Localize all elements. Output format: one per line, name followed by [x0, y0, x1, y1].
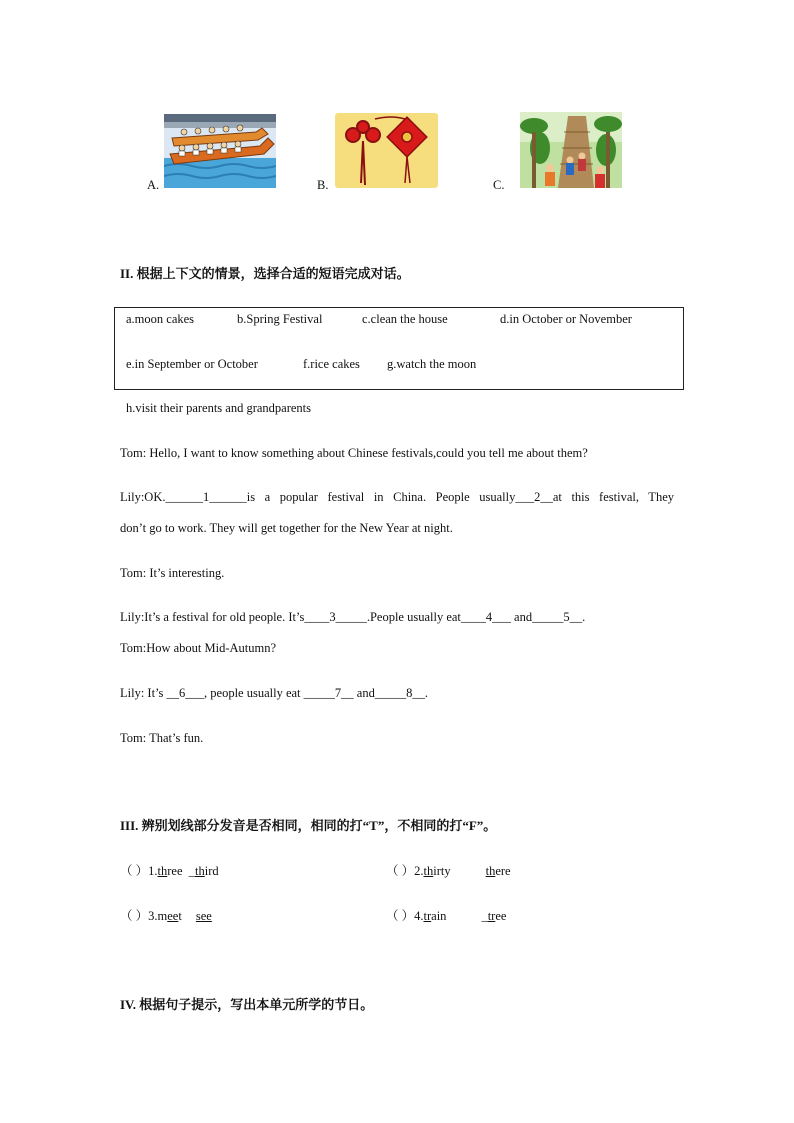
word-part: _	[188, 864, 196, 878]
option-g: g.watch the moon	[387, 357, 477, 371]
underlined-part: tr	[487, 909, 496, 923]
option-e: e.in September or October	[126, 357, 258, 371]
section-2-title: II. 根据上下文的情景，选择合适的短语完成对话。	[120, 266, 410, 281]
dialogue-lily-1-line-2: don’t go to work. They will get together for the New Year at night.	[120, 521, 453, 535]
underlined-part: tr	[423, 909, 432, 923]
answer-paren[interactable]: （ ）	[386, 864, 415, 878]
word-part: ee	[495, 909, 507, 923]
underlined-part: th	[485, 864, 496, 878]
answer-paren[interactable]: （ ）	[120, 864, 149, 878]
word-part: _	[481, 909, 488, 923]
item-number: 3.	[148, 909, 158, 923]
picture-c-label: C.	[493, 178, 505, 192]
word-part: s	[195, 909, 201, 923]
chinese-knots-image	[335, 113, 438, 188]
answer-paren[interactable]: （ ）	[386, 909, 415, 923]
option-a: a.moon cakes	[126, 312, 195, 326]
underlined-part: ee	[200, 909, 212, 923]
option-c: c.clean the house	[362, 312, 448, 326]
underlined-part: th	[157, 864, 168, 878]
item-number: 4.	[414, 909, 424, 923]
dialogue-tom-4: Tom: That’s fun.	[120, 731, 204, 745]
word-part: ere	[495, 864, 511, 878]
dialogue-lily-3: Lily: It’s __6___, people usually eat _____7__ and_____8__.	[120, 686, 428, 700]
item-number: 2.	[414, 864, 424, 878]
word-part: ain	[431, 909, 447, 923]
picture-a-label: A.	[147, 178, 160, 192]
word-part: ree	[167, 864, 183, 878]
dialogue-tom-3: Tom:How about Mid-Autumn?	[120, 641, 277, 655]
dialogue-tom-1: Tom: Hello, I want to know something about Chinese festivals,could you tell me about them?	[120, 446, 588, 460]
dragon-boat-image	[164, 114, 276, 188]
pronunciation-item-3	[120, 908, 212, 924]
dialogue-lily-1-line-1: Lily:OK.______1______is a popular festival in China. People usually___2__at this festival, They	[120, 490, 674, 504]
underlined-part: ee	[167, 909, 179, 923]
answer-paren[interactable]: （ ）	[120, 909, 149, 923]
underlined-part: th	[195, 864, 205, 878]
option-f: f.rice cakes	[303, 357, 360, 371]
pronunciation-item-1	[120, 863, 219, 879]
word-part: t	[178, 909, 182, 923]
item-number: 1.	[148, 864, 158, 878]
dialogue-lily-2: Lily:It’s a festival for old people. It’s____3_____.People usually eat____4___ and_____5__.	[120, 610, 586, 624]
dialogue-tom-2: Tom: It’s interesting.	[120, 566, 225, 580]
underlined-part: th	[423, 864, 434, 878]
section-3-title: III. 辨别划线部分发音是否相同，相同的打“T”，不相同的打“F”。	[120, 818, 497, 833]
option-h: h.visit their parents and grandparents	[126, 401, 312, 415]
section-4-title: IV. 根据句子提示，写出本单元所学的节日。	[120, 997, 374, 1012]
word-part: m	[157, 909, 168, 923]
pronunciation-item-2	[386, 863, 511, 879]
mountain-climbing-image	[520, 112, 622, 188]
option-b: b.Spring Festival	[237, 312, 323, 326]
picture-b-label: B.	[317, 178, 329, 192]
word-part: irty	[433, 864, 451, 878]
option-d: d.in October or November	[500, 312, 632, 326]
word-part: ird	[204, 864, 219, 878]
pronunciation-item-4	[386, 908, 506, 924]
